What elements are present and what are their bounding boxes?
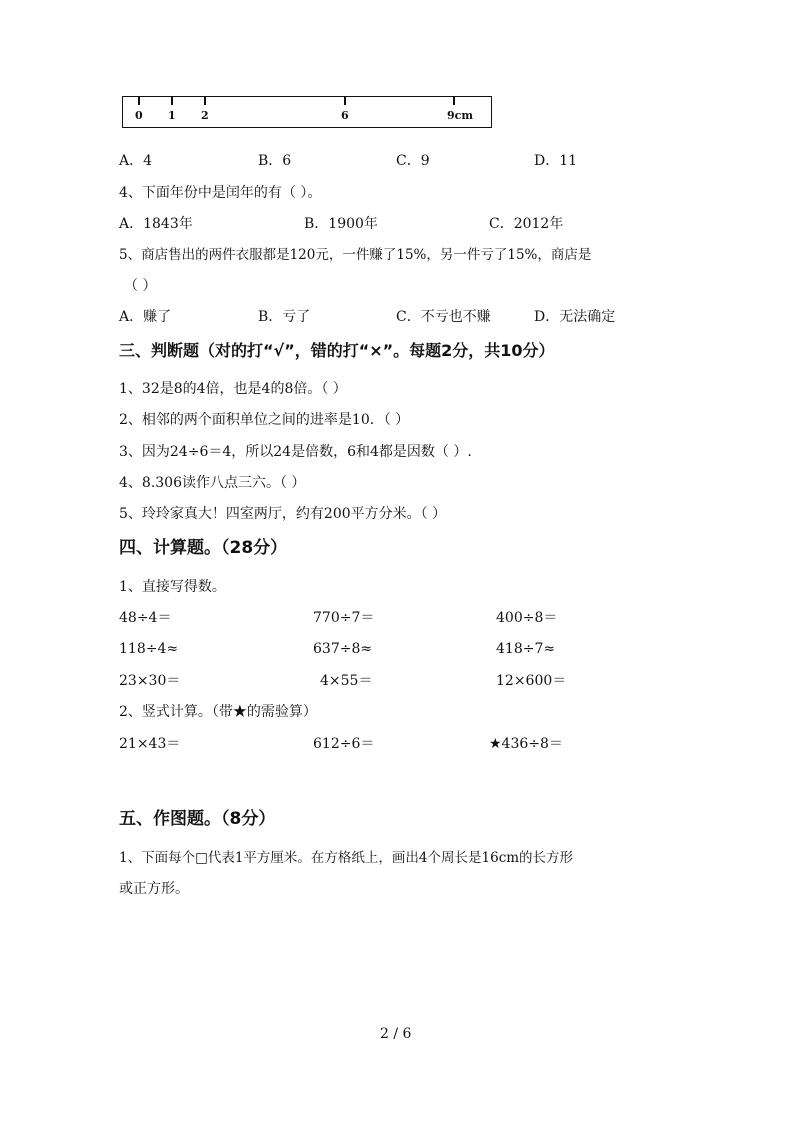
calc-item: 770÷7＝ — [313, 610, 375, 626]
q3-option-d: D．11 — [534, 153, 578, 169]
section5-heading: 五、作图题。（8分） — [119, 809, 276, 829]
vertical-calc-item: 612÷6＝ — [313, 736, 375, 752]
section4-heading: 四、计算题。（28分） — [119, 538, 288, 558]
calc-item: 48÷4＝ — [119, 610, 172, 626]
judge-item-5: 5、玲玲家真大！四室两厅，约有200平方分米。（ ） — [119, 506, 447, 522]
q4-option-c: C．2012年 — [489, 216, 564, 232]
q3-option-a: A．4 — [119, 153, 153, 169]
q5-question: 5、商店售出的两件衣服都是120元，一件赚了15%，另一件亏了15%，商店是 — [119, 247, 592, 263]
ruler-label: 0 — [135, 109, 143, 122]
calc-item: 12×600＝ — [496, 673, 567, 689]
q3-option-c: C．9 — [396, 153, 430, 169]
ruler-label: 9cm — [447, 109, 473, 122]
ruler-tick — [344, 97, 346, 105]
q3-option-b: B．6 — [258, 153, 292, 169]
ruler-label: 6 — [341, 109, 349, 122]
ruler-figure — [122, 96, 492, 128]
q4-option-a: A．1843年 — [119, 216, 193, 232]
ruler-tick — [171, 97, 173, 105]
calc-item: 23×30＝ — [119, 673, 181, 689]
calc-item: 4×55＝ — [320, 673, 373, 689]
judge-item-1: 1、32是8的4倍，也是4的8倍。（ ） — [119, 381, 347, 397]
judge-item-3: 3、因为24÷6＝4，所以24是倍数，6和4都是因数（ ）. — [119, 444, 472, 460]
section3-heading: 三、判断题（对的打“√”，错的打“×”。每题2分，共10分） — [119, 341, 555, 360]
q5-option-b: B．亏了 — [258, 309, 311, 325]
section5-line1: 1、下面每个□代表1平方厘米。在方格纸上，画出4个周长是16cm的长方形 — [119, 850, 574, 866]
q4-option-b: B．1900年 — [304, 216, 378, 232]
ruler-tick — [138, 97, 140, 105]
calc-item: 118÷4≈ — [119, 641, 179, 657]
judge-item-4: 4、8.306读作八点三六。（ ） — [119, 475, 306, 491]
section4-sub1: 1、直接写得数。 — [119, 579, 226, 595]
q4-question: 4、下面年份中是闰年的有（ ）。 — [119, 185, 322, 201]
section4-sub2: 2、竖式计算。（带★的需验算） — [119, 704, 317, 720]
q5-option-c: C．不亏也不赚 — [396, 309, 491, 325]
section5-line2: 或正方形。 — [119, 881, 189, 897]
calc-item: 400÷8＝ — [496, 610, 558, 626]
q5-option-a: A．赚了 — [119, 309, 172, 325]
vertical-calc-item: ★436÷8＝ — [489, 736, 563, 752]
ruler-label: 1 — [168, 109, 176, 122]
ruler-tick — [453, 97, 455, 105]
page-number: 2 / 6 — [380, 1026, 412, 1042]
vertical-calc-item: 21×43＝ — [119, 736, 181, 752]
ruler-tick — [204, 97, 206, 105]
calc-item: 418÷7≈ — [496, 641, 556, 657]
judge-item-2: 2、相邻的两个面积单位之间的进率是10．（ ） — [119, 412, 410, 428]
ruler-label: 2 — [201, 109, 209, 122]
calc-item: 637÷8≈ — [313, 641, 373, 657]
q5-question-blank: （ ） — [124, 278, 157, 294]
q5-option-d: D．无法确定 — [534, 309, 616, 325]
